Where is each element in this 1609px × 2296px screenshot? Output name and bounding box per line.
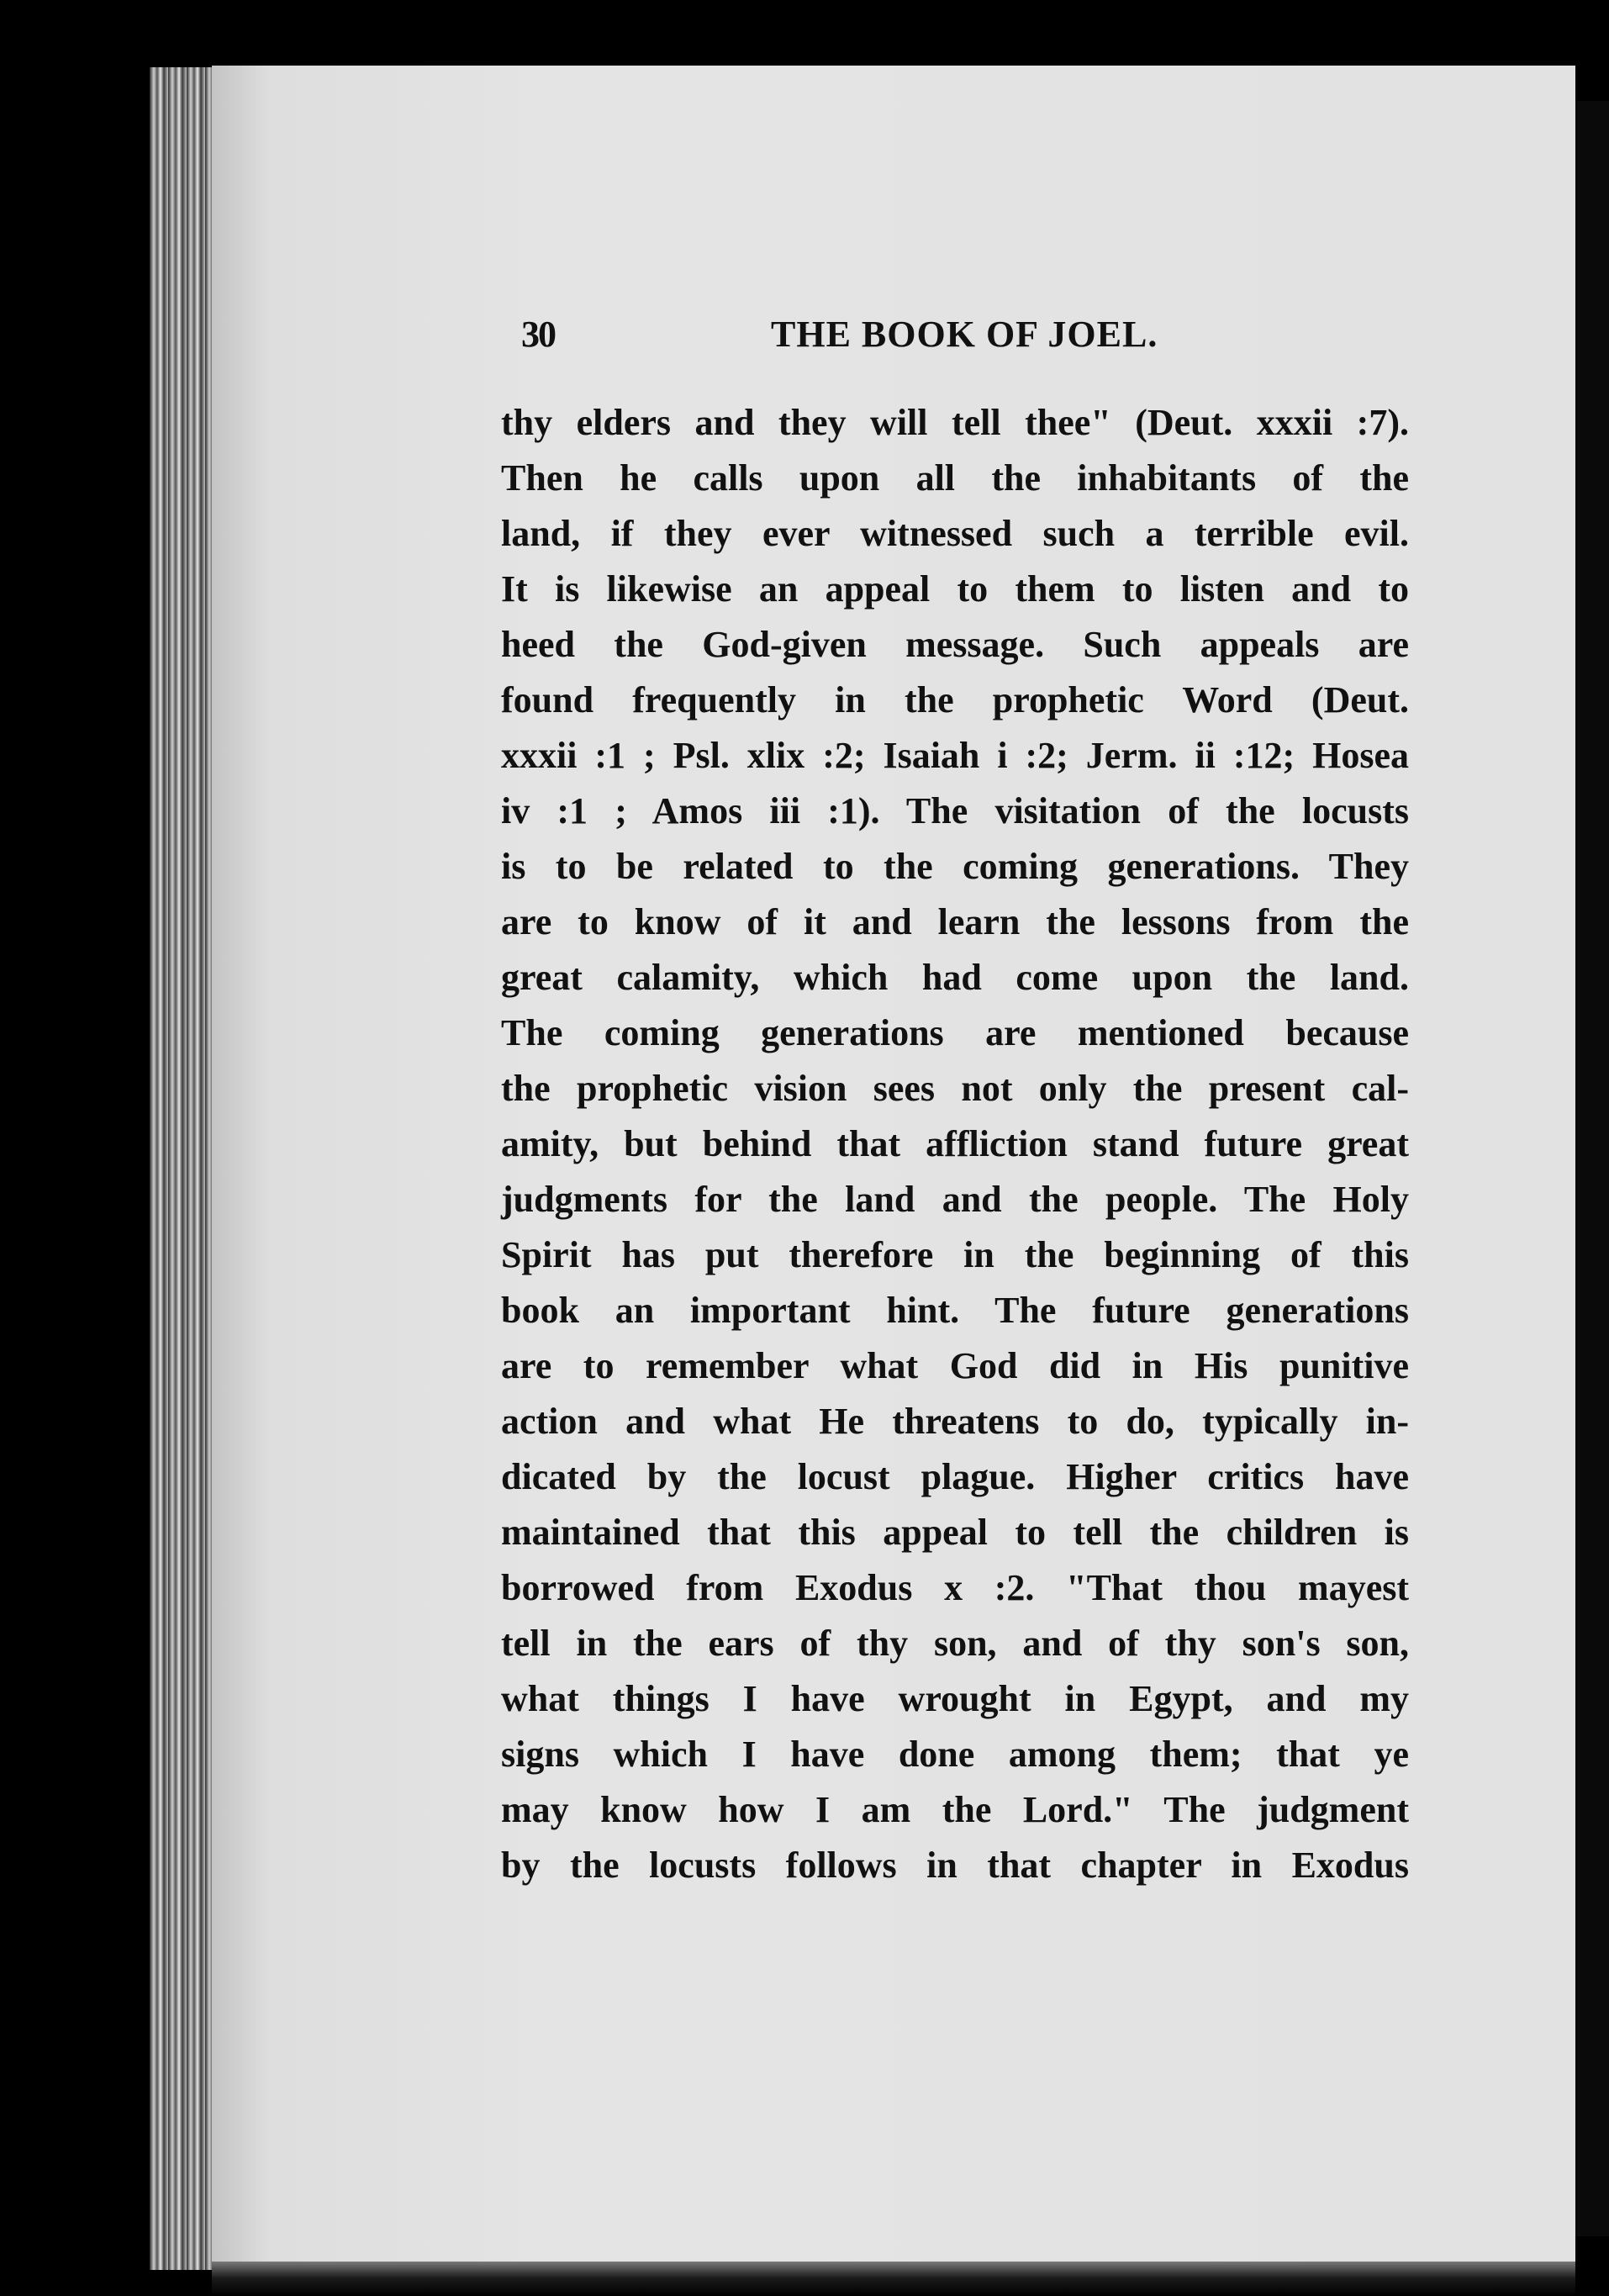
text-line: by the locusts follows in that chapter in Exodus xyxy=(501,1845,1409,1886)
text-line: xxxii :1 ; Psl. xlix :2; Isaiah i :2; Jerm. ii :12; Hosea xyxy=(501,735,1409,776)
text-line: heed the God-given message. Such appeals are xyxy=(501,624,1409,665)
text-line: It is likewise an appeal to them to listen and to xyxy=(501,568,1409,610)
text-line: are to know of it and learn the lessons from the xyxy=(501,901,1409,942)
text-line: tell in the ears of thy son, and of thy son's son, xyxy=(501,1623,1409,1664)
text-line: what things I have wrought in Egypt, and my xyxy=(501,1678,1409,1719)
page-right-edge xyxy=(1575,101,1609,2236)
text-line: amity, but behind that affliction stand future great xyxy=(501,1123,1409,1164)
text-line: the prophetic vision sees not only the present cal- xyxy=(501,1068,1409,1109)
text-line: is to be related to the coming generations. They xyxy=(501,846,1409,887)
body-text xyxy=(501,395,1409,1893)
text-line: Spirit has put therefore in the beginning of this xyxy=(501,1234,1409,1275)
text-line: action and what He threatens to do, typically in- xyxy=(501,1401,1409,1442)
running-head xyxy=(521,313,1395,363)
text-line: thy elders and they will tell thee" (Deut. xxxii :7). xyxy=(501,402,1409,443)
text-line: The coming generations are mentioned because xyxy=(501,1012,1409,1053)
text-line: signs which I have done among them; that ye xyxy=(501,1734,1409,1775)
text-line: borrowed from Exodus x :2. "That thou mayest xyxy=(501,1567,1409,1608)
page-title: THE BOOK OF JOEL. xyxy=(771,314,1158,355)
text-line: found frequently in the prophetic Word (Deut. xyxy=(501,679,1409,720)
page-number: 30 xyxy=(521,314,555,355)
text-line: book an important hint. The future generations xyxy=(501,1290,1409,1331)
text-line: great calamity, which had come upon the land. xyxy=(501,957,1409,998)
text-line: dicated by the locust plague. Higher critics have xyxy=(501,1456,1409,1497)
text-line: judgments for the land and the people. The Holy xyxy=(501,1179,1409,1220)
text-line: maintained that this appeal to tell the children is xyxy=(501,1512,1409,1553)
text-line: land, if they ever witnessed such a terrible evil. xyxy=(501,513,1409,554)
text-line: are to remember what God did in His punitive xyxy=(501,1345,1409,1386)
text-line: Then he calls upon all the inhabitants of the xyxy=(501,457,1409,499)
page-bottom-edge xyxy=(212,2262,1575,2296)
text-line: may know how I am the Lord." The judgment xyxy=(501,1789,1409,1830)
text-line: iv :1 ; Amos iii :1). The visitation of the locusts xyxy=(501,790,1409,831)
